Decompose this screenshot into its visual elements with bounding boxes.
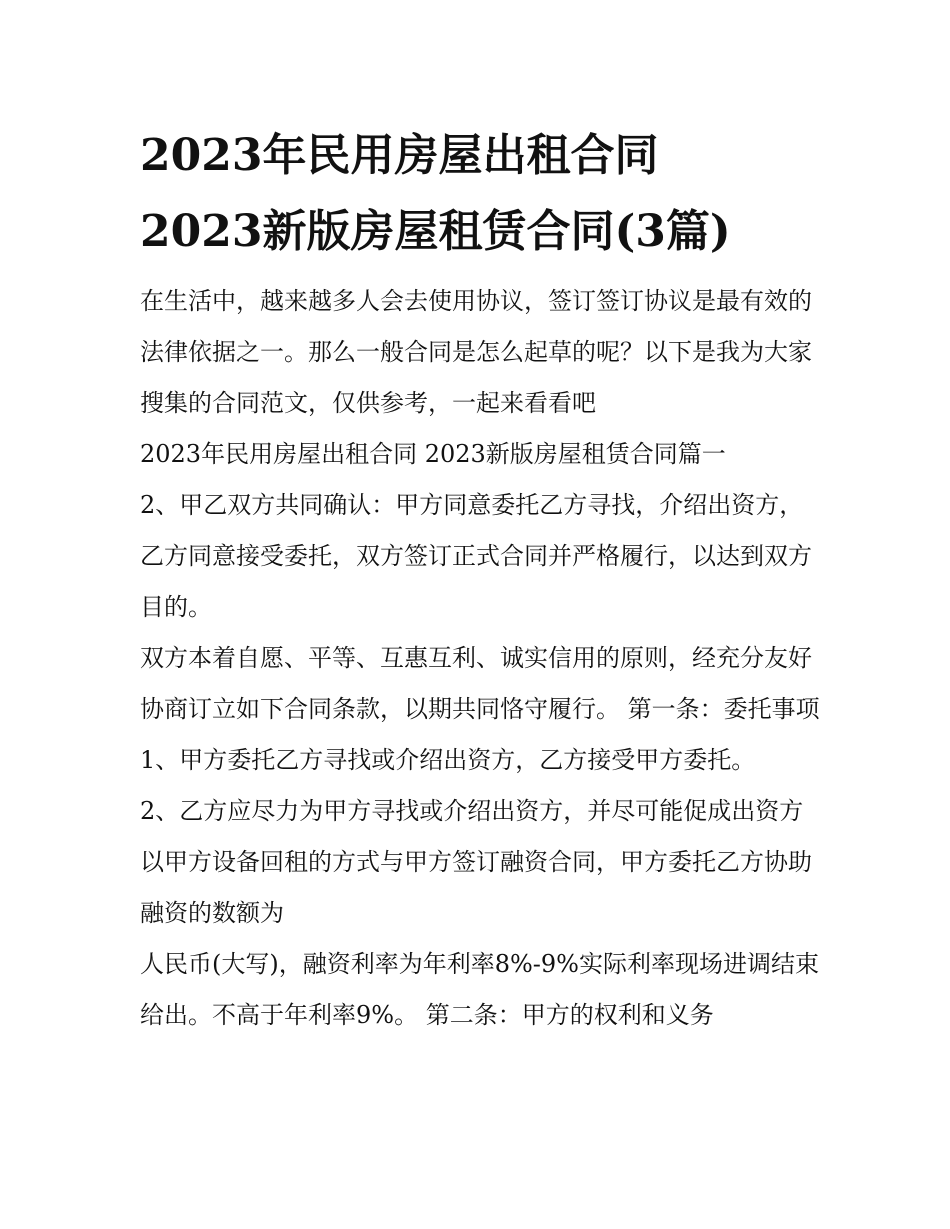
paragraph-financing-rate: 人民币(大写)，融资利率为年利率8%-9%实际利率现场进调结束给出。不高于年利率9%。 第二条：甲方的权利和义务 (140, 950, 819, 1029)
clause-1: 1、甲方委托乙方寻找或介绍出资方，乙方接受甲方委托。 (140, 746, 756, 774)
paragraph-principles: 双方本着自愿、平等、互惠互利、诚实信用的原则，经充分友好协商订立如下合同条款，以期共同恪守履行。 第一条：委托事项 (140, 644, 820, 723)
document-title (140, 118, 830, 270)
document-body (140, 276, 820, 1041)
title-line-1: 2023年民用房屋出租合同 (140, 130, 659, 181)
intro-paragraph: 在生活中，越来越多人会去使用协议，签订签订协议是最有效的法律依据之一。那么一般合同是怎么起草的呢？以下是我为大家搜集的合同范文，仅供参考，一起来看看吧 (140, 287, 812, 417)
paragraph-mutual-confirmation: 2、甲乙双方共同确认：甲方同意委托乙方寻找，介绍出资方，乙方同意接受委托，双方签订正式合同并严格履行，以达到双方目的。 (140, 491, 812, 621)
section-heading: 2023年民用房屋出租合同 2023新版房屋租赁合同篇一 (140, 440, 726, 468)
title-line-2: 2023新版房屋租赁合同(3篇) (140, 206, 731, 257)
clause-2: 2、乙方应尽力为甲方寻找或介绍出资方，并尽可能促成出资方以甲方设备回租的方式与甲方签订融资合同，甲方委托乙方协助融资的数额为 (140, 797, 812, 927)
